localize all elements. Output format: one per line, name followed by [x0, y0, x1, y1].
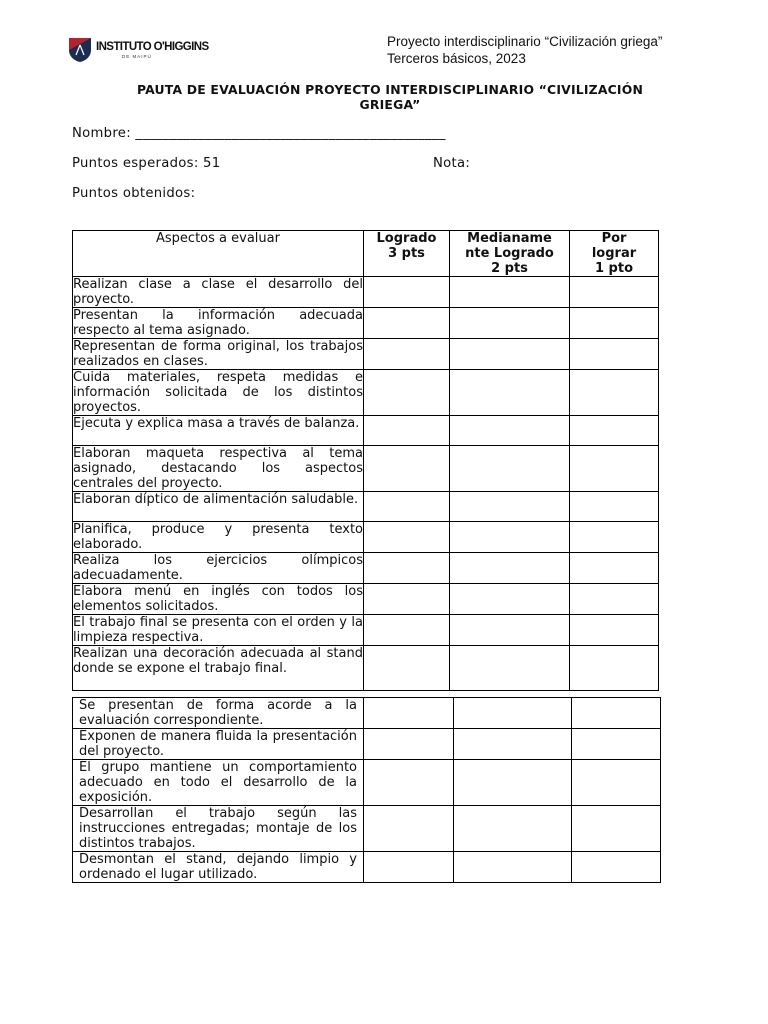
aspect-cell: El grupo mantiene un comportamiento adecuado en todo el desarrollo de la exposición. — [73, 760, 364, 806]
aspect-cell: Elabora menú en inglés con todos los elementos solicitados. — [73, 584, 363, 614]
score-logrado-cell[interactable] — [364, 806, 454, 852]
aspect-cell: Realizan clase a clase el desarrollo del proyecto. — [73, 277, 363, 307]
score-por-lograr-cell[interactable] — [572, 729, 661, 760]
aspect-cell: Planifica, produce y presenta texto elaborado. — [73, 522, 363, 552]
score-medianamente-cell[interactable] — [450, 446, 570, 492]
title-line-2: GRIEGA” — [359, 97, 421, 112]
table-row — [73, 615, 659, 646]
table-row — [73, 446, 659, 492]
score-medianamente-cell[interactable] — [450, 646, 570, 691]
table-row — [73, 277, 659, 308]
score-logrado-cell[interactable] — [364, 277, 450, 308]
score-logrado-cell[interactable] — [364, 522, 450, 553]
score-por-lograr-cell[interactable] — [570, 416, 659, 446]
score-por-lograr-cell[interactable] — [570, 584, 659, 615]
aspect-cell: Presentan la información adecuada respecto al tema asignado. — [73, 308, 363, 338]
score-logrado-cell[interactable] — [364, 729, 454, 760]
score-medianamente-cell[interactable] — [450, 522, 570, 553]
score-por-lograr-cell[interactable] — [572, 852, 661, 883]
table-row — [73, 370, 659, 416]
score-medianamente-cell[interactable] — [450, 416, 570, 446]
table-row — [73, 729, 661, 760]
table-row — [73, 698, 661, 729]
score-logrado-cell[interactable] — [364, 370, 450, 416]
score-medianamente-cell[interactable] — [454, 698, 572, 729]
score-medianamente-cell[interactable] — [454, 729, 572, 760]
score-medianamente-cell[interactable] — [450, 584, 570, 615]
aspect-cell: Ejecuta y explica masa a través de balanza. — [73, 416, 364, 446]
puntos-obtenidos: Puntos obtenidos: — [72, 186, 196, 201]
header-medianamente: Medianame nte Logrado 2 pts — [450, 231, 570, 277]
score-medianamente-cell[interactable] — [450, 308, 570, 339]
aspect-cell: Realizan una decoración adecuada al stand donde se expone el trabajo final. — [73, 646, 364, 691]
score-por-lograr-cell[interactable] — [570, 370, 659, 416]
score-por-lograr-cell[interactable] — [570, 553, 659, 584]
nombre-field: Nombre: _____________________________________________ — [72, 126, 446, 141]
score-logrado-cell[interactable] — [364, 339, 450, 370]
header-logrado: Logrado 3 pts — [364, 231, 450, 277]
score-logrado-cell[interactable] — [364, 553, 450, 584]
score-logrado-cell[interactable] — [364, 646, 450, 691]
aspect-cell: Elaboran maqueta respectiva al tema asignado, destacando los aspectos centrales del proyecto. — [73, 446, 363, 491]
score-medianamente-cell[interactable] — [450, 553, 570, 584]
score-por-lograr-cell[interactable] — [570, 646, 659, 691]
aspect-cell: Desarrollan el trabajo según las instrucciones entregadas; montaje de los distintos trabajos. — [73, 806, 364, 852]
score-medianamente-cell[interactable] — [454, 806, 572, 852]
score-medianamente-cell[interactable] — [450, 370, 570, 416]
score-medianamente-cell[interactable] — [450, 492, 570, 522]
score-medianamente-cell[interactable] — [454, 760, 572, 806]
table-row — [73, 584, 659, 615]
score-logrado-cell[interactable] — [364, 446, 450, 492]
score-medianamente-cell[interactable] — [450, 277, 570, 308]
score-por-lograr-cell[interactable] — [570, 522, 659, 553]
table-header-row — [73, 231, 659, 277]
puntos-esperados: Puntos esperados: 51 — [72, 156, 221, 171]
table-row — [73, 806, 661, 852]
table-row — [73, 522, 659, 553]
course-line: Terceros básicos, 2023 — [387, 51, 526, 66]
score-medianamente-cell[interactable] — [454, 852, 572, 883]
logo-name: INSTITUTO O'HIGGINS — [96, 41, 209, 53]
table-row — [73, 416, 659, 446]
score-medianamente-cell[interactable] — [450, 339, 570, 370]
school-logo — [68, 37, 209, 63]
shield-icon — [68, 37, 92, 63]
score-logrado-cell[interactable] — [364, 852, 454, 883]
table-row — [73, 308, 659, 339]
aspect-cell: Representan de forma original, los trabajos realizados en clases. — [73, 339, 363, 369]
table-row — [73, 646, 659, 691]
header-aspects: Aspectos a evaluar — [73, 231, 364, 277]
project-line: Proyecto interdisciplinario “Civilización griega” — [387, 34, 663, 49]
table-row — [73, 760, 661, 806]
score-por-lograr-cell[interactable] — [570, 615, 659, 646]
score-por-lograr-cell[interactable] — [570, 446, 659, 492]
aspect-cell: Exponen de manera fluida la presentación del proyecto. — [73, 729, 364, 760]
aspect-cell: Se presentan de forma acorde a la evaluación correspondiente. — [73, 698, 364, 729]
table-row — [73, 852, 661, 883]
rubric-table-2 — [72, 697, 661, 883]
score-por-lograr-cell[interactable] — [570, 492, 659, 522]
score-por-lograr-cell[interactable] — [572, 760, 661, 806]
table-row — [73, 553, 659, 584]
score-logrado-cell[interactable] — [364, 492, 450, 522]
score-logrado-cell[interactable] — [364, 308, 450, 339]
score-medianamente-cell[interactable] — [450, 615, 570, 646]
score-logrado-cell[interactable] — [364, 584, 450, 615]
logo-subtext: DE MAIPÚ — [122, 54, 152, 59]
aspect-cell: Cuida materiales, respeta medidas e información solicitada de los distintos proyectos. — [73, 370, 363, 415]
score-por-lograr-cell[interactable] — [570, 277, 659, 308]
table-row — [73, 492, 659, 522]
header-info — [387, 33, 662, 67]
score-por-lograr-cell[interactable] — [570, 339, 659, 370]
aspect-cell: Desmontan el stand, dejando limpio y ordenado el lugar utilizado. — [73, 852, 364, 883]
header-por-lograr: Por lograr 1 pto — [570, 231, 659, 277]
score-logrado-cell[interactable] — [364, 698, 454, 729]
aspect-cell: Elaboran díptico de alimentación saludable. — [73, 492, 364, 522]
rubric-table-1 — [72, 230, 659, 691]
page-title — [60, 82, 720, 112]
score-por-lograr-cell[interactable] — [570, 308, 659, 339]
score-logrado-cell[interactable] — [364, 416, 450, 446]
score-por-lograr-cell[interactable] — [572, 806, 661, 852]
score-logrado-cell[interactable] — [364, 615, 450, 646]
aspect-cell: El trabajo final se presenta con el orden y la limpieza respectiva. — [73, 615, 363, 645]
score-por-lograr-cell[interactable] — [572, 698, 661, 729]
title-line-1: PAUTA DE EVALUACIÓN PROYECTO INTERDISCIPLINARIO “CIVILIZACIÓN — [136, 82, 644, 97]
nota-field: Nota: — [433, 156, 471, 171]
aspect-cell: Realiza los ejercicios olímpicos adecuadamente. — [73, 553, 363, 583]
table-row — [73, 339, 659, 370]
score-logrado-cell[interactable] — [364, 760, 454, 806]
